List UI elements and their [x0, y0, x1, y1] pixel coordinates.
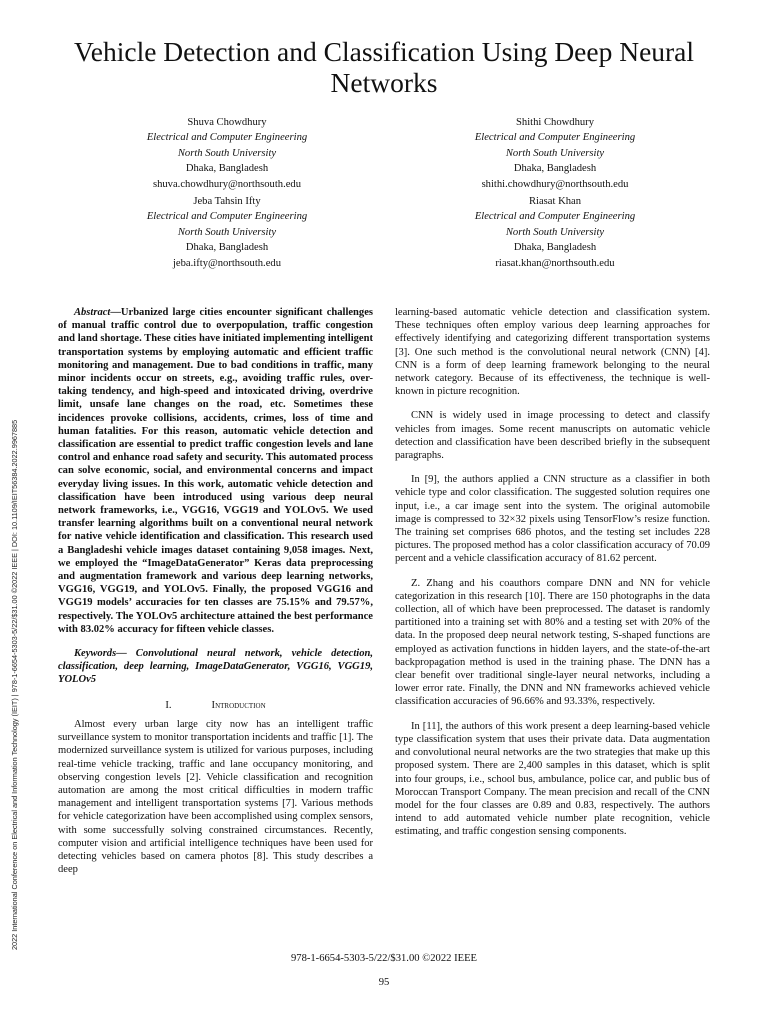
- left-column: [58, 306, 373, 876]
- author-city: Dhaka, Bangladesh: [185, 163, 269, 175]
- author-block: [107, 115, 347, 192]
- abstract-text: —Urbanized large cities encounter significant challenges of manual traffic control due to overpopulation, traffic congestion and land shortage. These cities have initiated implementing intelligent transportation systems by employing automatic and efficient traffic monitoring and management. Due to bad conditions in traffic, many minor incidents occur on streets, e.g., avoiding traffic rules, over-taking tendency, and high-speed and intoxicated driving, overdrive limit, unsafe lane changes on the road, etc. Sometimes these incidences provoke collisions, accidents, crimes, loss of time and human fatalities. For this reason, automatic vehicle detection and classification are essential to predict traffic congestion levels and lane control and enhance road safety and security. This automated process can solve economic, social, and environmental concerns and impact everyday living issues. In this work, automatic vehicle detection and classification have been introduced using various deep neural network frameworks, i.e., VGG16, VGG19 and YOLOv5. We used transfer learning algorithms built on a conventional neural network for native vehicle identification and classification. This research used a Bangladeshi vehicle images dataset containing 9,058 images. Next, we employed the “ImageDataGenerator” Keras data preprocessing and augmentation framework and various deep learning networks, VGG16, VGG19, and YOLOv5. Finally, the proposed VGG16 and VGG19 models’ accuracies for ten classes are 75.15% and 79.57%, respectively. The YOLOv5 architecture attained the best performance with 83.02% accuracy for fifteen vehicle classes.: [58, 307, 373, 635]
- author-name: Shuva Chowdhury: [187, 117, 267, 128]
- author-university: North South University: [177, 147, 277, 159]
- author-name: Shithi Chowdhury: [516, 117, 594, 128]
- author-email: jeba.ifty@northsouth.edu: [172, 257, 282, 269]
- keywords: Keywords— Convolutional neural network, vehicle detection, classification, deep learning, ImageDataGenerator, VGG16, VGG19, YOLOv5: [58, 648, 373, 686]
- footer-copyright: 978-1-6654-5303-5/22/$31.00 ©2022 IEEE: [290, 953, 478, 964]
- author-block: [107, 194, 347, 271]
- page-number: 95: [378, 977, 390, 988]
- author-city: Dhaka, Bangladesh: [513, 242, 597, 254]
- body-paragraph: CNN is widely used in image processing to detect and classify vehicles from images. Some recent manuscripts on automatic vehicle detection and classification have been described briefly in the subsequent paragraphs.: [395, 410, 710, 462]
- right-column: [395, 306, 710, 839]
- section-heading: [58, 699, 373, 712]
- body-paragraph: Almost every urban large city now has an intelligent traffic surveillance system to monitor transportation incidents and traffic [1]. The modernized surveillance system is utilized for various purposes, including real-time vehicle tracking, traffic and lane occupancy monitoring, and observing congestion levels [2]. Vehicle classification and recognition automation are among the most critical difficulties in modern traffic management and intelligent transportation systems [7]. Various methods for vehicle categorization have been accomplished using complex sensors, with some successfully solving constrained circumstances. Recently, computer vision and artificial intelligence techniques have been used for detecting vehicles based on camera photos [8]. This study describes a deep: [58, 718, 373, 876]
- author-name: Jeba Tahsin Ifty: [193, 196, 261, 207]
- author-university: North South University: [177, 226, 277, 238]
- abstract: [58, 306, 373, 636]
- body-paragraph: learning-based automatic vehicle detection and classification system. These techniques often employ various deep learning approaches for effectively identifying and categorizing different transportation systems [3]. One such method is the convolutional neural network (CNN) [4]. CNN is a form of deep learning framework belonging to the neural network category. Because of its effectiveness, the technique is well-known in picture recognition.: [395, 307, 710, 398]
- author-department: Electrical and Computer Engineering: [146, 211, 308, 223]
- author-name: Riasat Khan: [528, 196, 582, 207]
- abstract-lead: Abstract: [74, 307, 111, 318]
- section-number: I.: [165, 699, 172, 711]
- section-title: Introduction: [211, 699, 266, 711]
- author-email: shuva.chowdhury@northsouth.edu: [152, 178, 302, 190]
- author-city: Dhaka, Bangladesh: [513, 163, 597, 175]
- body-paragraph: In [11], the authors of this work present a deep learning-based vehicle type classification system that uses their private data. Data augmentation and convolutional neural networks are the two strategies that make up this proposed system. There are 2,400 samples in this dataset, which is split into four groups, i.e., school bus, ambulance, police car, and public bus of Moroccan Transport Company. The mean precision and recall of the CNN model for the four classes are 0.89 and 0.83, respectively. The authors intend to add automated vehicle number plate recognition, vehicle estimating, and traffic congestion sensing components.: [395, 720, 710, 838]
- author-department: Electrical and Computer Engineering: [474, 132, 636, 144]
- author-university: North South University: [505, 226, 605, 238]
- author-email: riasat.khan@northsouth.edu: [495, 257, 615, 269]
- author-block: [435, 115, 675, 192]
- body-paragraph: Z. Zhang and his coauthors compare DNN and NN for vehicle categorization in this research [10]. There are 150 photographs in the data collection, all of which have been preprocessed. The dataset is randomly partitioned into a training set with 80% and a testing set with 20% of the data. In the proposed deep neural network testing, S-shaped functions are employed as activation functions in hidden layers, and the state-of-the-art backpropagation method is used in the training phase. The DNN has a clear benefit over traditional single-layer neural networks, including a lower error rate. Finally, the DNN and NN frameworks achieved vehicle classification accuracies of 96.66% and 93.33%, respectively.: [395, 577, 710, 708]
- author-city: Dhaka, Bangladesh: [185, 242, 269, 254]
- author-department: Electrical and Computer Engineering: [146, 132, 308, 144]
- author-block: [435, 194, 675, 271]
- paper-title: Vehicle Detection and Classification Using Deep Neural Networks: [73, 36, 695, 98]
- author-university: North South University: [505, 147, 605, 159]
- author-department: Electrical and Computer Engineering: [474, 211, 636, 223]
- side-doi-banner: 2022 International Conference on Electrical and Information Technology (IEIT) | 978-1-6654-5303-5/22/$31.00 ©2022 IEEE | DOI: 10.1109/IEIT56384.2022.9967885: [10, 419, 19, 950]
- author-email: shithi.chowdhury@northsouth.edu: [481, 178, 629, 190]
- body-paragraph: In [9], the authors applied a CNN structure as a classifier in both vehicle type and color classification. The suggested solution requires one input, i.e., a car image sent into the system. The original automobile image is compressed to 32×32 pixels using TensorFlow’s resize function. The training set comprises 686 photos, and the testing set includes 228 pictures. The proposed method has a color classification accuracy of 70.09 percent and a vehicle classification accuracy of 81.62 percent.: [395, 474, 710, 565]
